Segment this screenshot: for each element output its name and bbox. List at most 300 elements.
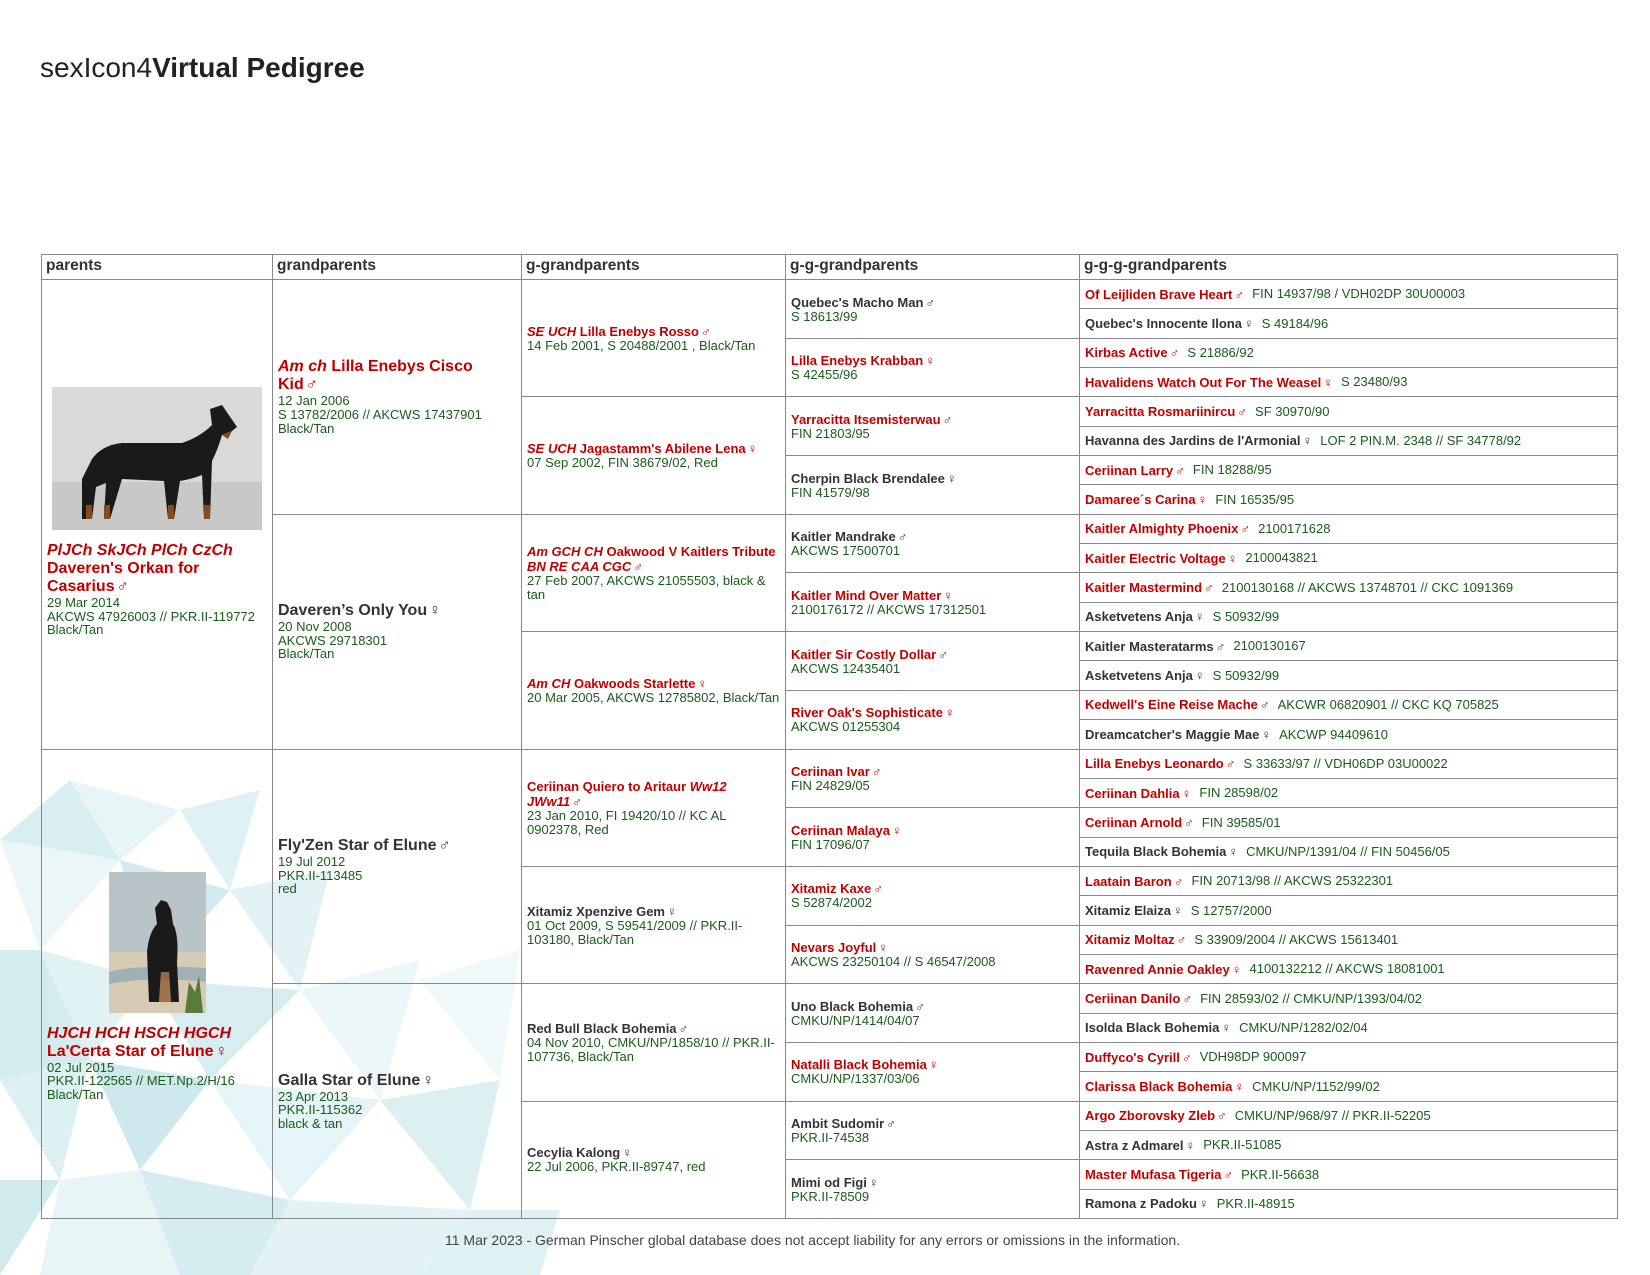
- header-ggg-grandparents: g-g-g-grandparents: [1079, 254, 1618, 280]
- registration-number: AKCWS 01255304: [791, 719, 901, 735]
- dog-name-text: Natalli Black Bohemia: [791, 1057, 927, 1073]
- ggg-grandparents-cell: [1079, 1071, 1618, 1101]
- dog-name-text: Argo Zborovsky Zleb: [1085, 1108, 1216, 1124]
- female-icon: ♀: [1194, 668, 1205, 684]
- dog-details: 12 Jan 2006: [278, 393, 350, 409]
- header-g-grandparents: g-grandparents: [521, 254, 786, 280]
- dog-details: PKR.II-115362: [278, 1102, 363, 1118]
- dog-name[interactable]: [791, 1175, 1074, 1190]
- dog-details: 22 Jul 2006, PKR.II-89747, red: [527, 1159, 706, 1175]
- registration-number: AKCWS 12435401: [791, 660, 901, 676]
- dog-name[interactable]: [791, 412, 1074, 427]
- registration-number: AKCWS 17500701: [791, 543, 901, 559]
- gg-grandparents-cell: [785, 1042, 1080, 1102]
- male-icon: ♂: [438, 836, 451, 854]
- dog-name-text: Xitamiz Xpenzive Gem: [527, 903, 665, 919]
- dog-name[interactable]: [791, 353, 1074, 368]
- male-icon: ♂: [938, 646, 948, 662]
- dog-name[interactable]: [1085, 786, 1191, 801]
- dog-name[interactable]: [1085, 639, 1225, 654]
- dog-name[interactable]: [791, 471, 1074, 486]
- registration-number: LOF 2 PIN.M. 2348 // SF 34778/92: [1320, 433, 1522, 449]
- dog-name-text: Ceriinan Malaya: [791, 822, 890, 838]
- dog-name[interactable]: [527, 1021, 780, 1036]
- female-icon: ♀: [422, 1071, 435, 1089]
- ggg-grandparents-cell: [1079, 1013, 1618, 1043]
- male-icon: ♂: [678, 1021, 689, 1037]
- g-grandparents-cell: [521, 866, 786, 984]
- dog-name-text: Quebec's Innocente Ilona: [1085, 316, 1242, 332]
- dog-name-text: Galla Star of Elune: [278, 1071, 421, 1089]
- dog-name-text: Lilla Enebys Cisco Kid: [278, 358, 473, 394]
- dog-name-text: Mimi od Figi: [791, 1174, 867, 1190]
- dog-name[interactable]: [1085, 521, 1250, 536]
- male-icon: ♂: [1176, 932, 1187, 948]
- dog-name[interactable]: [1085, 1167, 1233, 1182]
- parents-cell: [41, 749, 273, 1220]
- ggg-grandparents-cell: [1079, 954, 1618, 984]
- female-icon: ♀: [1323, 374, 1333, 390]
- ggg-grandparents-cell: [1079, 660, 1618, 690]
- dog-name-text: Cherpin Black Brendalee: [791, 470, 945, 486]
- female-icon: ♀: [1221, 1020, 1232, 1036]
- ggg-grandparents-cell: [1079, 455, 1618, 485]
- dog-details: Black/Tan: [47, 622, 104, 638]
- female-icon: ♀: [622, 1145, 632, 1161]
- dog-name[interactable]: [791, 764, 1074, 779]
- female-icon: ♀: [1197, 492, 1208, 508]
- gg-grandparents-cell: [785, 279, 1080, 339]
- dog-name[interactable]: [1085, 1020, 1231, 1035]
- registration-number: 4100132212 // AKCWS 18081001: [1249, 961, 1445, 977]
- female-icon: ♀: [1231, 961, 1242, 977]
- dog-name-text: Lilla Enebys Krabban: [791, 353, 924, 369]
- dog-details: AKCWS 29718301: [278, 632, 388, 648]
- dog-name[interactable]: [1085, 844, 1238, 859]
- registration-number: VDH98DP 900097: [1199, 1049, 1307, 1065]
- male-icon: ♂: [1215, 638, 1226, 654]
- male-icon: ♂: [1173, 873, 1184, 889]
- dog-name[interactable]: [527, 779, 780, 809]
- dog-name[interactable]: [278, 358, 516, 394]
- dog-name-text: La'Certa Star of Elune: [47, 1042, 214, 1060]
- female-icon: ♀: [747, 441, 758, 457]
- dog-name[interactable]: [1085, 433, 1312, 448]
- male-icon: ♂: [1234, 286, 1245, 302]
- dog-details: 29 Mar 2014: [47, 595, 120, 610]
- female-icon: ♀: [667, 903, 677, 919]
- dog-name[interactable]: [1085, 991, 1192, 1006]
- dog-name-text: Havalidens Watch Out For The Weasel: [1085, 374, 1322, 390]
- registration-number: FIN 39585/01: [1201, 814, 1281, 830]
- dog-name[interactable]: [1085, 551, 1237, 566]
- dog-name[interactable]: [1085, 463, 1185, 478]
- gg-grandparents-cell: [785, 338, 1080, 398]
- dog-name[interactable]: [278, 1072, 516, 1090]
- male-icon: ♂: [1259, 697, 1270, 713]
- g-grandparents-cell: [521, 749, 786, 867]
- female-icon: ♀: [928, 1057, 939, 1073]
- female-icon: ♀: [1227, 550, 1238, 566]
- ggg-grandparents-cell: [1079, 631, 1618, 661]
- registration-number: S 21886/92: [1187, 345, 1254, 361]
- registration-number: S 12757/2000: [1190, 902, 1272, 918]
- male-icon: ♂: [1217, 1108, 1227, 1124]
- registration-number: FIN 16535/95: [1215, 491, 1295, 507]
- ggg-grandparents-cell: [1079, 983, 1618, 1013]
- registration-number: AKCWR 06820901 // CKC KQ 705825: [1277, 697, 1499, 713]
- female-icon: ♀: [943, 587, 954, 603]
- dog-name-text: Fly'Zen Star of Elune: [278, 836, 437, 854]
- registration-number: CMKU/NP/1337/03/06: [791, 1071, 920, 1087]
- g-grandparents-cell: [521, 1101, 786, 1219]
- male-icon: ♂: [1169, 345, 1180, 361]
- ggg-grandparents-cell: [1079, 514, 1618, 544]
- female-icon: ♀: [697, 675, 708, 691]
- gg-grandparents-cell: [785, 807, 1080, 867]
- g-grandparents-cell: [521, 631, 786, 749]
- ggg-grandparents-cell: [1079, 1130, 1618, 1160]
- dog-name[interactable]: [1085, 697, 1270, 712]
- dog-name[interactable]: [527, 1145, 780, 1160]
- ggg-grandparents-cell: [1079, 895, 1618, 925]
- registration-number: FIN 20713/98 // AKCWS 25322301: [1191, 873, 1394, 889]
- dog-details: 23 Apr 2013: [278, 1088, 349, 1104]
- dog-name-text: Oakwood V Kaitlers Tribute: [606, 544, 776, 560]
- female-icon: ♀: [215, 1042, 228, 1060]
- male-icon: ♂: [305, 376, 318, 394]
- ggg-grandparents-cell: [1079, 807, 1618, 837]
- ggg-grandparents-cell: [1079, 778, 1618, 808]
- g-grandparents-cell: [521, 514, 786, 632]
- dog-name-text: Ceriinan Arnold: [1085, 814, 1183, 830]
- dog-name-text: Asketvetens Anja: [1085, 609, 1193, 625]
- dog-details: 23 Jan 2010, FI 19420/10 // KC AL 0902378, Red: [527, 808, 726, 837]
- grandparents-cell: [272, 983, 522, 1219]
- registration-number: FIN 28593/02 // CMKU/NP/1393/04/02: [1200, 990, 1422, 1006]
- male-icon: ♂: [116, 578, 129, 595]
- gg-grandparents-cell: [785, 514, 1080, 574]
- dog-details: AKCWS 47926003 // PKR.II-119772: [47, 608, 255, 624]
- dog-name[interactable]: [1085, 903, 1183, 918]
- grandparents-cell: [272, 514, 522, 750]
- dog-name[interactable]: [47, 1025, 267, 1061]
- dog-title-suffix: BN RE CAA CGC: [527, 559, 632, 575]
- dog-name-text: Havanna des Jardins de l'Armonial: [1085, 433, 1301, 449]
- female-icon: ♀: [944, 705, 955, 721]
- dog-details: 14 Feb 2001, S 20488/2001 , Black/Tan: [527, 337, 756, 353]
- dog-name[interactable]: [791, 588, 1074, 603]
- dog-titles: PlJCh SkJCh PlCh CzCh: [47, 542, 233, 559]
- dog-name-text: Astra z Admarel: [1085, 1137, 1184, 1153]
- header-grandparents: grandparents: [272, 254, 522, 280]
- dog-name[interactable]: [1085, 932, 1186, 947]
- dog-name[interactable]: [1085, 492, 1207, 507]
- registration-number: 2100130167: [1233, 638, 1306, 654]
- male-icon: ♂: [1204, 580, 1214, 596]
- registration-number: AKCWP 94409610: [1279, 726, 1388, 742]
- ggg-grandparents-cell: [1079, 572, 1618, 602]
- female-icon: ♀: [946, 470, 957, 486]
- registration-number: PKR.II-56638: [1241, 1166, 1320, 1182]
- registration-number: PKR.II-74538: [791, 1130, 870, 1146]
- ggg-grandparents-cell: [1079, 338, 1618, 368]
- dog-details: PKR.II-122565 // MET.Np.2/H/16: [47, 1073, 235, 1089]
- parents-cell: [41, 279, 273, 750]
- dog-name[interactable]: [527, 544, 780, 574]
- dog-name-text: Damaree´s Carina: [1085, 492, 1196, 508]
- dog-name-text: Yarracitta Rosmariinircu: [1085, 404, 1236, 420]
- ggg-grandparents-cell: [1079, 602, 1618, 632]
- dog-name-text: Laatain Baron: [1085, 873, 1172, 889]
- ggg-grandparents-cell: [1079, 426, 1618, 456]
- registration-number: S 49184/96: [1261, 315, 1329, 331]
- registration-number: PKR.II-51085: [1203, 1137, 1282, 1153]
- gg-grandparents-cell: [785, 1159, 1080, 1219]
- dog-name[interactable]: [1085, 1050, 1192, 1065]
- ggg-grandparents-cell: [1079, 308, 1618, 338]
- ggg-grandparents-cell: [1079, 543, 1618, 573]
- title-prefix: sexIcon4: [40, 52, 153, 83]
- registration-number: FIN 28598/02: [1199, 785, 1279, 801]
- dog-name[interactable]: [1085, 345, 1179, 360]
- dog-name[interactable]: [1085, 727, 1271, 742]
- dog-name[interactable]: [1085, 1138, 1195, 1153]
- male-icon: ♂: [1240, 521, 1251, 537]
- dog-name[interactable]: [527, 676, 780, 691]
- female-icon: ♀: [429, 602, 442, 620]
- male-icon: ♂: [942, 411, 953, 427]
- registration-number: 2100130168 // AKCWS 13748701 // CKC 1091369: [1221, 579, 1514, 595]
- gg-grandparents-cell: [785, 572, 1080, 632]
- female-icon: ♀: [1228, 844, 1239, 860]
- registration-number: S 33909/2004 // AKCWS 15613401: [1194, 931, 1399, 947]
- female-icon: ♀: [892, 822, 902, 838]
- ggg-grandparents-cell: [1079, 1159, 1618, 1189]
- dog-name[interactable]: [1085, 815, 1194, 830]
- dog-details: S 13782/2006 // AKCWS 17437901: [278, 407, 482, 423]
- dog-name-text: Cecylia Kalong: [527, 1145, 621, 1161]
- dog-name[interactable]: [527, 441, 780, 456]
- female-icon: ♀: [1234, 1078, 1245, 1094]
- male-icon: ♂: [1182, 990, 1193, 1006]
- dog-name-text: Ravenred Annie Oakley: [1085, 961, 1230, 977]
- page-title: [40, 52, 365, 84]
- dog-titles: SE UCH: [527, 323, 577, 339]
- dog-name-text: Xitamiz Moltaz: [1085, 932, 1175, 948]
- dog-name-text: Asketvetens Anja: [1085, 668, 1193, 684]
- dog-name-text: Jagastamm's Abilene Lena: [579, 441, 746, 457]
- dog-name[interactable]: [1085, 1079, 1244, 1094]
- dog-name-text: Lilla Enebys Rosso: [579, 323, 699, 339]
- dog-name-text: Duffyco's Cyrill: [1085, 1049, 1180, 1065]
- dog-name[interactable]: [1085, 1196, 1209, 1211]
- dog-name-text: Tequila Black Bohemia: [1085, 844, 1227, 860]
- dog-name[interactable]: [791, 647, 1074, 662]
- dog-title-suffix: Ww12 JWw11: [527, 779, 727, 810]
- ggg-grandparents-cell: [1079, 1189, 1618, 1219]
- dog-details: Black/Tan: [278, 420, 335, 436]
- male-icon: ♂: [633, 559, 643, 575]
- dog-name-text: Ceriinan Dahlia: [1085, 785, 1180, 801]
- male-icon: ♂: [1184, 814, 1194, 830]
- dog-name[interactable]: [47, 542, 267, 596]
- header-parents: parents: [41, 254, 273, 280]
- dog-name-text: Kaitler Mind Over Matter: [791, 587, 942, 603]
- male-icon: ♂: [1237, 404, 1248, 420]
- registration-number: AKCWS 23250104 // S 46547/2008: [791, 954, 996, 970]
- dog-titles: SE UCH: [527, 441, 577, 457]
- dog-name[interactable]: [791, 295, 1074, 310]
- dog-name[interactable]: [278, 602, 516, 620]
- dog-name[interactable]: [1085, 609, 1205, 624]
- registration-number: FIN 41579/98: [791, 484, 870, 500]
- dog-name-text: Red Bull Black Bohemia: [527, 1021, 677, 1037]
- dog-name[interactable]: [1085, 756, 1235, 771]
- registration-number: 2100043821: [1245, 550, 1318, 566]
- gg-grandparents-cell: [785, 925, 1080, 985]
- registration-number: S 18613/99: [791, 308, 858, 324]
- dog-details: black & tan: [278, 1115, 343, 1131]
- registration-number: CMKU/NP/1391/04 // FIN 50456/05: [1246, 843, 1450, 859]
- dog-name-text: Oakwoods Starlette: [573, 675, 696, 691]
- dog-details: 20 Nov 2008: [278, 619, 352, 635]
- g-grandparents-cell: [521, 396, 786, 514]
- dog-name[interactable]: [791, 881, 1074, 896]
- ggg-grandparents-cell: [1079, 279, 1618, 309]
- dog-name[interactable]: [1085, 287, 1244, 302]
- ggg-grandparents-cell: [1079, 749, 1618, 779]
- male-icon: ♂: [1181, 1049, 1192, 1065]
- dog-name-text: Lilla Enebys Leonardo: [1085, 756, 1224, 772]
- dog-name-text: Kaitler Mastermind: [1085, 580, 1203, 596]
- female-icon: ♀: [1198, 1196, 1209, 1212]
- dog-name[interactable]: [1085, 874, 1183, 889]
- registration-number: S 50932/99: [1212, 667, 1280, 683]
- dog-name[interactable]: [791, 940, 1074, 955]
- dog-name[interactable]: [791, 999, 1074, 1014]
- dog-name-text: Yarracitta Itsemisterwau: [791, 411, 941, 427]
- dog-titles: HJCH HCH HSCH HGCH: [47, 1024, 232, 1042]
- ggg-grandparents-cell: [1079, 719, 1618, 749]
- male-icon: ♂: [1175, 462, 1185, 478]
- dog-details: Black/Tan: [278, 646, 335, 662]
- dog-name[interactable]: [791, 823, 1074, 838]
- dog-name[interactable]: [791, 1116, 1074, 1131]
- gg-grandparents-cell: [785, 631, 1080, 691]
- dog-name[interactable]: [791, 529, 1074, 544]
- gg-grandparents-cell: [785, 749, 1080, 809]
- gg-grandparents-cell: [785, 690, 1080, 750]
- dog-name[interactable]: [1085, 375, 1333, 390]
- dog-name-text: Xitamiz Kaxe: [791, 881, 872, 897]
- registration-number: CMKU/NP/1282/02/04: [1239, 1019, 1368, 1035]
- registration-number: FIN 21803/95: [791, 425, 870, 441]
- dog-name-text: Kirbas Active: [1085, 345, 1168, 361]
- dog-name-text: Of Leijliden Brave Heart: [1085, 286, 1233, 302]
- dog-name-text: Ambit Sudomir: [791, 1116, 885, 1132]
- ggg-grandparents-cell: [1079, 1042, 1618, 1072]
- dog-details: 02 Jul 2015: [47, 1059, 115, 1075]
- registration-number: S 52874/2002: [791, 895, 872, 911]
- dog-details: 07 Sep 2002, FIN 38679/02, Red: [527, 455, 718, 471]
- dog-details: 20 Mar 2005, AKCWS 12785802, Black/Tan: [527, 689, 780, 705]
- title-main: Virtual Pedigree: [152, 52, 365, 83]
- dog-name-text: Kaitler Masteratarms: [1085, 638, 1214, 654]
- male-icon: ♂: [873, 881, 883, 897]
- dog-name-text: Isolda Black Bohemia: [1085, 1020, 1220, 1036]
- registration-number: SF 30970/90: [1255, 403, 1330, 419]
- dog-name-text: Uno Black Bohemia: [791, 998, 914, 1014]
- dog-name[interactable]: [791, 1057, 1074, 1072]
- dog-name-text: Master Mufasa Tigeria: [1085, 1166, 1222, 1182]
- dog-name[interactable]: [1085, 962, 1242, 977]
- dog-name[interactable]: [1085, 404, 1247, 419]
- dog-name[interactable]: [1085, 1108, 1227, 1123]
- dog-name-text: Kedwell's Eine Reise Mache: [1085, 697, 1258, 713]
- grandparents-cell: [272, 279, 522, 515]
- ggg-grandparents-cell: [1079, 925, 1618, 955]
- registration-number: FIN 14937/98 / VDH02DP 30U00003: [1252, 286, 1466, 302]
- dog-name[interactable]: [1085, 580, 1214, 595]
- registration-number: 2100176172 // AKCWS 17312501: [791, 601, 987, 617]
- dog-name-text: Daveren's Orkan for Casarius: [47, 560, 200, 595]
- dog-name-text: Kaitler Sir Costly Dollar: [791, 646, 937, 662]
- registration-number: FIN 17096/07: [791, 836, 870, 852]
- footer-disclaimer: 11 Mar 2023 - German Pinscher global database does not accept liability for any errors or omissions in the information.: [445, 1232, 1181, 1248]
- female-icon: ♀: [1181, 785, 1192, 801]
- dog-details: 19 Jul 2012: [278, 853, 346, 869]
- ggg-grandparents-cell: [1079, 1101, 1618, 1131]
- dog-details: 27 Feb 2007, AKCWS 21055503, black & tan: [527, 573, 766, 602]
- registration-number: PKR.II-78509: [791, 1188, 870, 1204]
- dog-name[interactable]: [527, 324, 780, 339]
- dog-name[interactable]: [1085, 668, 1205, 683]
- dog-name-text: Ceriinan Ivar: [791, 764, 870, 780]
- ggg-grandparents-cell: [1079, 690, 1618, 720]
- female-icon: ♀: [1185, 1137, 1196, 1153]
- male-icon: ♂: [1225, 756, 1236, 772]
- female-icon: ♀: [878, 940, 889, 956]
- female-icon: ♀: [925, 353, 935, 369]
- ggg-grandparents-cell: [1079, 367, 1618, 397]
- dog-titles: Am GCH CH: [527, 544, 603, 560]
- male-icon: ♂: [925, 294, 936, 310]
- male-icon: ♂: [897, 529, 908, 545]
- female-icon: ♀: [1172, 902, 1183, 918]
- dog-name-text: River Oak's Sophisticate: [791, 705, 943, 721]
- dog-details: red: [278, 881, 297, 897]
- male-icon: ♂: [871, 764, 882, 780]
- ggg-grandparents-cell: [1079, 484, 1618, 514]
- dog-name[interactable]: [1085, 316, 1254, 331]
- dog-details: Black/Tan: [47, 1086, 104, 1102]
- registration-number: FIN 24829/05: [791, 778, 870, 794]
- dog-name-text: Daveren’s Only You: [278, 602, 428, 620]
- gg-grandparents-cell: [785, 983, 1080, 1043]
- ggg-grandparents-cell: [1079, 866, 1618, 896]
- dog-name[interactable]: [278, 837, 516, 855]
- dog-name[interactable]: [527, 904, 780, 919]
- header-gg-grandparents: g-g-grandparents: [785, 254, 1080, 280]
- female-icon: ♀: [1302, 433, 1313, 449]
- dog-name-text: Quebec's Macho Man: [791, 294, 924, 310]
- female-icon: ♀: [1243, 316, 1254, 332]
- dog-name[interactable]: [791, 705, 1074, 720]
- ggg-grandparents-cell: [1079, 396, 1618, 426]
- dog-titles: Am CH: [527, 675, 571, 691]
- registration-number: CMKU/NP/1414/04/07: [791, 1012, 920, 1028]
